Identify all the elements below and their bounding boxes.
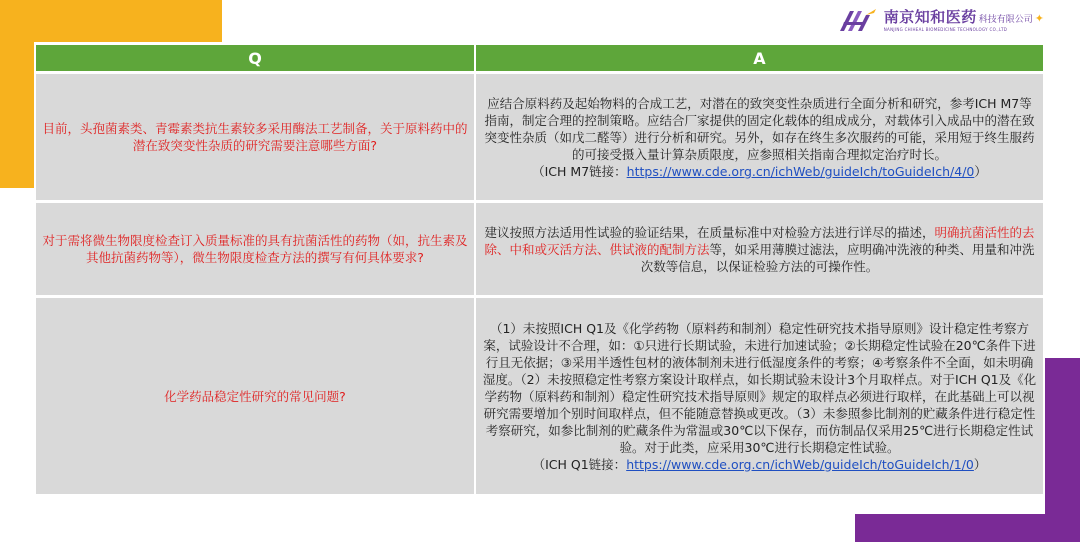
answer-cell	[476, 298, 1043, 494]
answer-text: （1）未按照ICH Q1及《化学药物（原料药和制剂）稳定性研究技术指导原则》设计稳定性考察方案，试验设计不合理，如：①只进行长期试验，未进行加速试验；②长期稳定性试验在20℃条件下进行且无依据；③采用半透性包材的液体制剂未进行低湿度条件的考察；④考察条件不全面，如未明确湿度。（2）未按照稳定性考察方案设计取样点，如长期试验未设计3个月取样点。对于ICH Q1及《化学药物（原料药和制剂）稳定性研究技术指导原则》规定的取样点必须进行取样，在此基础上可以视研究需要增加个别时间取样点，但不能随意替换或更改。（3）未参照参比制剂的贮藏条件进行稳定性考察研究，如参比制剂的贮藏条件为常温或30℃以下保存，而仿制品仅采用25℃进行长期稳定性试验。对于此类，应采用30℃进行长期稳定性试验。	[482, 320, 1037, 455]
table-row	[36, 298, 1043, 494]
chiheal-logo-icon	[836, 5, 880, 37]
ref-prefix: （ICH Q1链接：	[532, 456, 627, 472]
ich-m7-link[interactable]: https://www.cde.org.cn/ichWeb/guideIch/toGuideIch/4/0	[626, 163, 975, 179]
ref-suffix: ）	[973, 456, 987, 472]
table-row	[36, 203, 1043, 295]
answer-cell	[476, 74, 1043, 200]
sparkle-icon: ✦	[1034, 12, 1044, 25]
company-name-cn: 南京知和医药	[883, 8, 977, 26]
question-cell: 化学药品稳定性研究的常见问题?	[36, 298, 474, 494]
header-q: Q	[36, 45, 474, 71]
company-logo	[836, 4, 1044, 38]
table-row	[36, 74, 1043, 200]
ref-suffix: ）	[974, 163, 987, 179]
question-cell: 对于需将微生物限度检查订入质量标准的具有抗菌活性的药物（如，抗生素及其他抗菌药物等），微生物限度检查方法的撰写有何具体要求?	[36, 203, 474, 295]
ref-prefix: （ICH M7链接：	[532, 163, 627, 179]
qa-table	[34, 42, 1045, 497]
qa-panel	[34, 42, 1045, 514]
answer-cell	[476, 203, 1043, 295]
question-cell: 目前，头孢菌素类、青霉素类抗生素较多采用酶法工艺制备，关于原料药中的潜在致突变性杂质的研究需要注意哪些方面?	[36, 74, 474, 200]
ich-q1-link[interactable]: https://www.cde.org.cn/ichWeb/guideIch/toGuideIch/1/0	[626, 456, 974, 472]
answer-highlight: 明确抗菌活性的去除、中和或灭活方法、供试液的配制方法	[484, 224, 1035, 257]
answer-text: 应结合原料药及起始物料的合成工艺，对潜在的致突变性杂质进行全面分析和研究，参考ICH M7等指南，制定合理的控制策略。应结合厂家提供的固定化载体的组成成分，对载体引入成品中的潜在致突变性杂质（如戊二醛等）进行分析和研究。另外，如存在终生多次服药的可能，采用短于终生服药的可接受摄入量计算杂质限度，应参照相关指南合理拟定治疗时长。	[484, 95, 1035, 162]
company-name-en: NANJING CHIHEAL BIOMEDICINE TECHNOLOGY CO.,LTD	[883, 27, 1008, 32]
answer-text-part2: 等，如采用薄膜过滤法，应明确冲洗液的种类、用量和冲洗次数等信息，以保证检验方法的可操作性。	[640, 241, 1035, 274]
answer-text-part1: 建议按照方法适用性试验的验证结果，在质量标准中对检验方法进行详尽的描述，	[484, 224, 935, 240]
header-a: A	[476, 45, 1043, 71]
company-name-suffix: 科技有限公司	[978, 15, 1033, 25]
table-header-row	[36, 45, 1043, 71]
